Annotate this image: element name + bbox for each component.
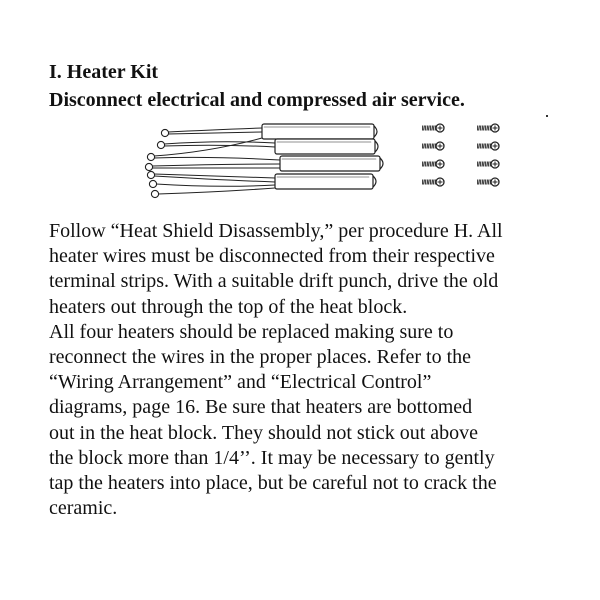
screw-set bbox=[422, 124, 499, 186]
screw-icon bbox=[477, 142, 499, 150]
section-subtitle: Disconnect electrical and compressed air service. bbox=[49, 89, 465, 111]
text-line: All four heaters should be replaced making sure to bbox=[49, 320, 454, 343]
screw-icon bbox=[422, 142, 444, 150]
text-line: out in the heat block. They should not stick out above bbox=[49, 421, 479, 444]
text-line: heaters out through the top of the heat block. bbox=[49, 295, 408, 318]
text-line: ceramic. bbox=[49, 497, 118, 520]
instruction-text bbox=[49, 219, 569, 521]
text-line: diagrams, page 16. Be sure that heaters are bottomed bbox=[49, 396, 473, 419]
text-line: terminal strips. With a suitable drift punch, drive the old bbox=[49, 270, 499, 293]
text-line: heater wires must be disconnected from their respective bbox=[49, 245, 495, 268]
screw-icon bbox=[422, 160, 444, 168]
heater-4 bbox=[275, 174, 376, 189]
section-title: I. Heater Kit bbox=[49, 61, 159, 83]
heater-kit-illustration bbox=[140, 118, 520, 200]
heater-1 bbox=[262, 124, 377, 139]
text-line: reconnect the wires in the proper places. Refer to the bbox=[49, 346, 472, 369]
screw-icon bbox=[477, 124, 499, 132]
screw-icon bbox=[477, 160, 499, 168]
screw-icon bbox=[422, 178, 444, 186]
ring-terminals bbox=[145, 129, 168, 197]
heater-3 bbox=[280, 156, 383, 171]
screw-icon bbox=[477, 178, 499, 186]
stray-mark bbox=[546, 115, 548, 117]
heater-wires bbox=[152, 128, 280, 194]
text-line: tap the heaters into place, but be careful not to crack the bbox=[49, 472, 497, 495]
text-line: Follow “Heat Shield Disassembly,” per procedure H. All bbox=[49, 220, 503, 242]
screw-icon bbox=[422, 124, 444, 132]
text-line: “Wiring Arrangement” and “Electrical Control” bbox=[49, 371, 432, 394]
heater-2 bbox=[275, 139, 378, 154]
text-line: the block more than 1/4’’. It may be necessary to gently bbox=[49, 446, 495, 469]
